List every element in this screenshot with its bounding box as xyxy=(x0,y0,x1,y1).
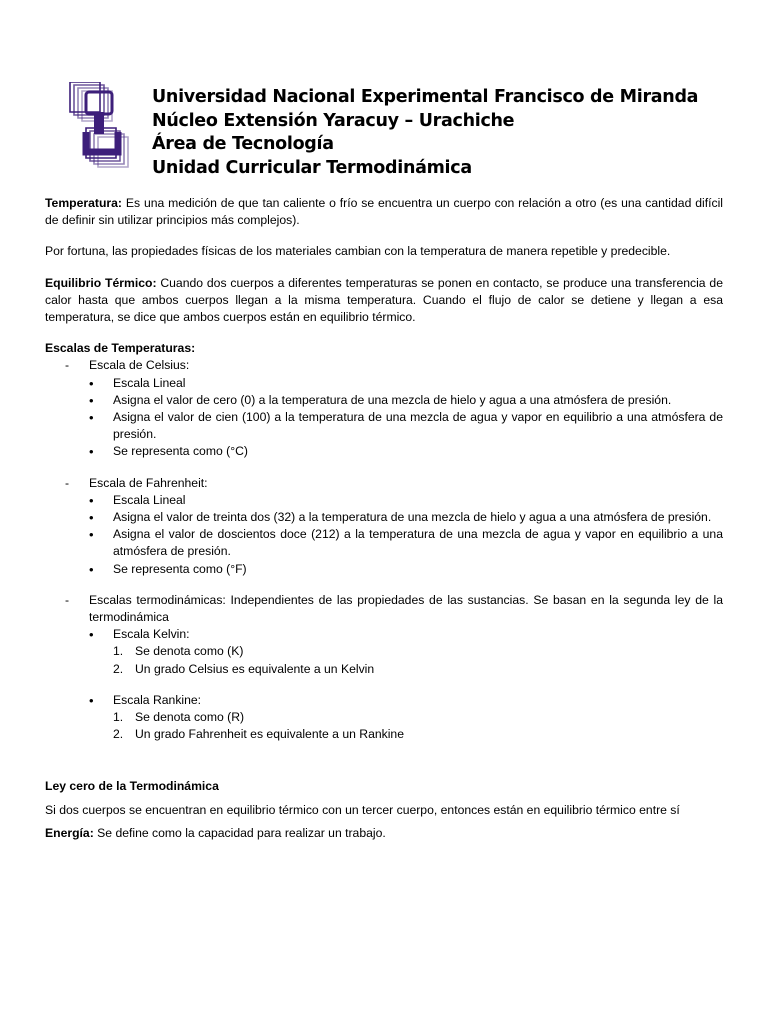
item-text: Un grado Celsius es equivalente a un Kelvin xyxy=(135,661,375,676)
document-body xyxy=(45,195,723,842)
item-number: 2. xyxy=(113,727,124,742)
energia-paragraph xyxy=(45,825,723,842)
header xyxy=(66,82,746,182)
celsius-section xyxy=(45,357,723,374)
equilibrio-text: Cuando dos cuerpos a diferentes temperaturas se ponen en contacto, se produce una transferencia de calor hasta que ambos cuerpos llegan a la misma temperatura. Cuando el flujo de calor se detiene y llegan a esa temperatura, se dice que ambos cuerpos están en equilibrio térmico. xyxy=(45,275,723,325)
course-name: Unidad Curricular Termodinámica xyxy=(152,157,472,178)
list-item: • Asigna el valor de doscientos doce (212) a la temperatura de una mezcla de agua y vapor en equilibrio a una atmósfera de presión. xyxy=(113,526,723,560)
list-item: • Asigna el valor de cero (0) a la temperatura de una mezcla de hielo y agua a una atmósfera de presión. xyxy=(113,392,723,409)
list-item xyxy=(113,643,723,660)
list-item: • Escala Lineal xyxy=(113,492,723,509)
list-item: • Asigna el valor de treinta dos (32) a la temperatura de una mezcla de hielo y agua a una atmósfera de presión. xyxy=(113,509,723,526)
equilibrio-label: Equilibrio Térmico: xyxy=(45,275,157,290)
item-number: 1. xyxy=(113,644,124,659)
kelvin-list xyxy=(45,626,723,643)
termodinamicas-heading: Escalas termodinámicas: Independientes de las propiedades de las sustancias. Se basan en la segunda ley de la termodinámica xyxy=(89,592,723,625)
celsius-list xyxy=(45,375,723,461)
energia-text: Se define como la capacidad para realizar un trabajo. xyxy=(93,825,386,840)
list-item xyxy=(113,726,723,743)
university-name: Universidad Nacional Experimental Francisco de Miranda xyxy=(152,87,699,107)
fahrenheit-list xyxy=(45,492,723,578)
item-text: Se denota como (R) xyxy=(135,710,245,725)
rankine-numbered-list xyxy=(45,709,723,743)
temperatura-label: Temperatura: xyxy=(45,196,122,210)
ley-cero-text: Si dos cuerpos se encuentran en equilibrio térmico con un tercer cuerpo, entonces están en equilibrio térmico entre sí xyxy=(45,802,680,817)
list-item xyxy=(113,709,723,726)
kelvin-numbered-list xyxy=(45,643,723,677)
rankine-list xyxy=(45,692,723,709)
ley-cero-title: Ley cero de la Termodinámica xyxy=(45,779,219,794)
temperatura-text: Es una medición de que tan caliente o frío se encuentra un cuerpo con relación a otro (es una cantidad difícil de definir sin utilizar principios más complejos). xyxy=(45,196,723,228)
rankine-label: • Escala Rankine: xyxy=(113,692,723,709)
item-number: 1. xyxy=(113,710,124,725)
termodinamicas-section xyxy=(45,592,723,626)
item-number: 2. xyxy=(113,661,124,676)
dash-marker: - xyxy=(65,592,70,607)
escalas-title: Escalas de Temperaturas: xyxy=(45,341,196,356)
fahrenheit-section xyxy=(45,475,723,492)
list-item: • Asigna el valor de cien (100) a la temperatura de una mezcla de agua y vapor en equilibrio a una atmósfera de presión. xyxy=(113,409,723,443)
item-text: Se denota como (K) xyxy=(135,644,244,659)
area-name: Área de Tecnología xyxy=(152,134,334,154)
list-item: • Se representa como (°F) xyxy=(113,561,723,578)
list-item: • Se representa como (°C) xyxy=(113,443,723,460)
energia-label: Energía: xyxy=(45,825,94,840)
list-item xyxy=(113,661,723,678)
campus-name: Núcleo Extensión Yaracuy – Urachiche xyxy=(152,110,515,131)
temperatura-paragraph xyxy=(45,195,723,229)
fortuna-paragraph: Por fortuna, las propiedades físicas de los materiales cambian con la temperatura de manera repetible y predecible. xyxy=(45,244,671,259)
item-text: Un grado Fahrenheit es equivalente a un Rankine xyxy=(135,727,404,742)
dash-marker: - xyxy=(65,475,70,490)
header-titles xyxy=(152,86,698,180)
dash-marker: - xyxy=(65,358,70,373)
university-logo xyxy=(66,82,144,170)
fahrenheit-heading: Escala de Fahrenheit: xyxy=(89,475,208,490)
celsius-heading: Escala de Celsius: xyxy=(89,358,190,373)
equilibrio-paragraph xyxy=(45,275,723,327)
list-item: • Escala Lineal xyxy=(113,375,723,392)
kelvin-label: • Escala Kelvin: xyxy=(113,626,723,643)
